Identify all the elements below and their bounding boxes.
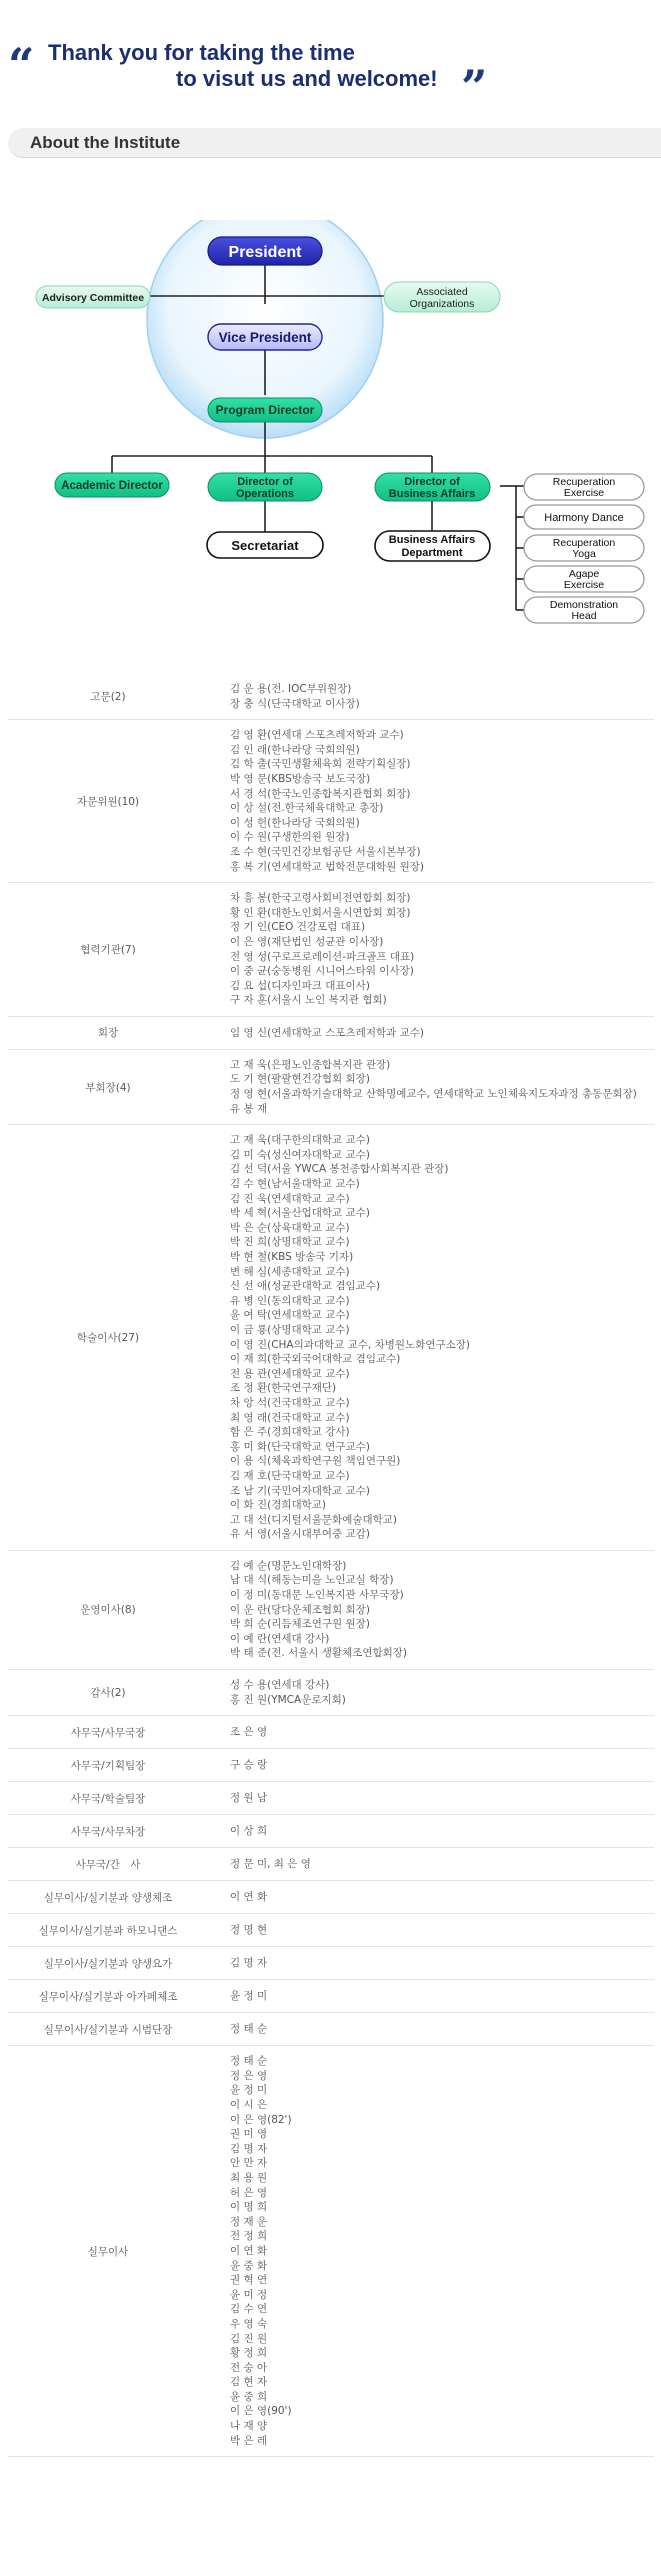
staff-name: 최 용 원: [230, 2171, 268, 2184]
staff-name: 박 은 순(상육대학교 교수): [230, 1221, 350, 1234]
president-label: President: [228, 244, 302, 261]
associated-label-2: Organizations: [409, 298, 475, 310]
staff-name: 정 명 현: [230, 1923, 268, 1936]
staff-name: 이 은 영(90'): [230, 2405, 292, 2418]
staff-name: 홍 진 원(YMCA운로지회): [230, 1693, 346, 1706]
business-director-label-1: Director of: [404, 476, 460, 488]
staff-name: 이 예 란(연세대 강사): [230, 1632, 330, 1645]
staff-name: 황 정 희: [230, 2347, 268, 2360]
staff-name: 이 용 식(체육과학연구원 책임연구원): [230, 1455, 401, 1468]
staff-name: 정 영 현(서울과학기술대학교 산학명예교수, 연세대학교 노인체육지도자과정 총동문회장): [230, 1088, 637, 1101]
staff-role: 실무이사/실기분과 시범단장: [43, 2023, 173, 2036]
staff-name: 윤 정 미: [230, 2084, 268, 2097]
staff-names: [208, 1980, 654, 2013]
staff-row: [8, 2013, 654, 2046]
staff-row: [8, 1749, 654, 1782]
staff-name: 이 시 은: [230, 2099, 268, 2111]
staff-names: [208, 720, 654, 883]
staff-role: 실무이사/실기분과 양생요가: [43, 1957, 173, 1970]
staff-names: [208, 1782, 654, 1815]
section-header: [8, 128, 661, 158]
staff-name: 김 선 덕(서울 YWCA 봉천종합사회복지관 관장): [230, 1163, 449, 1176]
staff-role: 협력기관(7): [80, 944, 136, 956]
staff-name: 전 숭 아: [230, 2361, 268, 2374]
staff-names: [208, 1125, 654, 1551]
staff-name: 구 승 랑: [230, 1758, 268, 1771]
staff-row: [8, 1670, 654, 1716]
staff-name: 김 영 환(연세대 스포츠레저학과 교수): [230, 729, 404, 742]
staff-name: 김 수 연: [230, 2303, 268, 2316]
staff-name: 윤 중 화: [230, 2259, 268, 2272]
operations-director-label-1: Director of: [237, 476, 293, 488]
welcome-line-1: Thank you for taking the time: [48, 40, 355, 65]
staff-name: 최 영 래(건국대학교 교수): [230, 1411, 350, 1424]
staff-name: 이 은 영(재단법인 성균관 이사장): [230, 935, 384, 948]
org-node-academic-director: [55, 473, 169, 497]
org-node-advisory: [36, 286, 150, 308]
welcome-banner: [0, 30, 661, 114]
staff-name: 홍 미 화(단국대학교 연구교수): [230, 1440, 370, 1453]
staff-name: 권 미 영: [230, 2128, 268, 2141]
staff-role: 사무국/간 사: [75, 1858, 141, 1871]
staff-name: 김 수 현(남서울대학교 교수): [230, 1178, 360, 1191]
advisory-label: Advisory Committee: [41, 292, 145, 304]
staff-name: 김 인 래(한나라당 국회의원): [230, 743, 360, 756]
staff-name: 장 충 식(단국대학교 이사장): [230, 697, 360, 710]
staff-name: 정 은 영: [230, 2069, 268, 2082]
staff-name: 박 영 문(KBS방송국 보도국장): [230, 772, 371, 785]
staff-name: 윤 미 정: [230, 2288, 268, 2301]
staff-role: 부회장(4): [85, 1081, 131, 1094]
staff-name: 정 재 운: [230, 2215, 268, 2228]
program-label: Agape: [568, 568, 600, 580]
staff-role: 자문위원(10): [76, 795, 140, 808]
staff-row: [8, 2046, 654, 2457]
staff-name: 구 자 훈(서울시 노인 복지관 협회): [230, 994, 387, 1007]
vice-president-label: Vice President: [218, 330, 312, 345]
staff-name: 이 은 영(82'): [230, 2113, 292, 2126]
staff-name: 유 서 영(서울시대부여중 교감): [230, 1528, 370, 1541]
staff-name: 박 희 순(리듬체조연구원 원장): [230, 1618, 370, 1631]
staff-name: 정 원 남: [230, 1791, 268, 1804]
staff-names: [208, 1016, 654, 1049]
close-quote-icon: ”: [461, 60, 488, 114]
staff-name: 윤 중 희: [230, 2390, 268, 2403]
operations-director-label-2: Operations: [235, 488, 295, 500]
staff-names: [208, 1914, 654, 1947]
staff-name: 남 대 식(해동는미을 노인교실 학장): [230, 1574, 394, 1587]
staff-name: 권 혁 연: [230, 2274, 268, 2287]
business-department-label-2: Department: [401, 547, 463, 559]
staff-name: 이 명 희: [230, 2201, 268, 2214]
program-label: Harmony Dance: [544, 512, 624, 524]
academic-director-label: Academic Director: [61, 480, 163, 492]
staff-name: 차 흥 봉(한국고령사회비전연합회 회장): [230, 892, 411, 905]
org-node-business-department: [375, 531, 490, 561]
staff-name: 김 미 숙(성신여자대학교 교수): [230, 1148, 370, 1161]
org-node-president: [208, 237, 322, 265]
staff-name: 김 요 섭(디자인파크 대표이사): [230, 979, 370, 992]
staff-name: 김 재 호(단국대학교 교수): [230, 1469, 350, 1482]
staff-name: 고 대 선(디지털서울문화예술대학교): [230, 1513, 398, 1526]
staff-name: 윤 정 미: [230, 1989, 268, 2002]
staff-row: [8, 1550, 654, 1669]
staff-role: 운영이사(8): [80, 1604, 136, 1617]
staff-name: 이 금 룡(상명대학교 교수): [230, 1323, 350, 1336]
staff-names: [208, 1947, 654, 1980]
staff-name: 이 중 균(숭동병원 시니어스타워 이사장): [230, 965, 414, 978]
staff-row: [8, 883, 654, 1017]
staff-row: [8, 1881, 654, 1914]
staff-row: [8, 1016, 654, 1049]
staff-name: 고 재 욱(은평노인종합복지관 관장): [230, 1058, 391, 1071]
staff-name: 이 화 진(경희대학교): [230, 1499, 327, 1512]
staff-names: [208, 2013, 654, 2046]
staff-names: [208, 2046, 654, 2457]
staff-names: [208, 1550, 654, 1669]
staff-name: 이 재 희(한국외국어대학교 겸임교수): [230, 1353, 401, 1366]
open-quote-icon: “: [8, 38, 35, 92]
staff-name: 이 영 진(CHA의과대학교 교수, 차병원노화연구소장): [230, 1338, 471, 1351]
staff-name: 유 병 인(동의대학교 교수): [230, 1294, 350, 1307]
staff-row: [8, 1782, 654, 1815]
staff-name: 김 명 자: [230, 2142, 268, 2155]
staff-name: 정 태 순: [230, 2022, 268, 2035]
staff-role: 학술이사(27): [76, 1332, 140, 1345]
staff-name: 김 운 용(전. IOC부위원장): [230, 683, 352, 695]
org-node-vice-president: [208, 324, 322, 350]
staff-names: [208, 1815, 654, 1848]
org-node-operations-director: [208, 473, 322, 501]
staff-name: 김 현 자: [230, 2376, 268, 2389]
program-label: Recuperation: [552, 476, 616, 488]
program-label: Exercise: [563, 579, 605, 591]
staff-name: 나 재 양: [230, 2420, 268, 2433]
staff-name: 박 세 혁(서울산업대학교 교수): [230, 1207, 370, 1220]
staff-name: 이 수 원(구생한의원 원장): [230, 831, 350, 844]
staff-name: 이 연 화: [230, 2244, 268, 2257]
welcome-line-2: to visut us and welcome!: [176, 66, 438, 91]
org-program-recuperation-yoga: [524, 535, 644, 561]
staff-row: [8, 674, 654, 720]
org-node-program-director: [208, 398, 322, 422]
org-program-agape-exercise: [524, 566, 644, 592]
staff-role: 사무국/학술팀장: [70, 1792, 146, 1805]
staff-names: [208, 1670, 654, 1716]
staff-name: 김 학 출(국민생활체육회 전략기획실장): [230, 758, 411, 771]
program-label: Head: [571, 610, 597, 622]
staff-row: [8, 1815, 654, 1848]
org-program-demonstration-head: [524, 597, 644, 623]
staff-names: [208, 1716, 654, 1749]
section-title: About the Institute: [30, 133, 181, 152]
staff-name: 도 기 현(팔팔현건강협회 회장): [230, 1073, 370, 1086]
staff-names: [208, 1848, 654, 1881]
staff-name: 이 정 미(동대문 노인복지관 사무국장): [230, 1589, 404, 1602]
staff-row: [8, 1049, 654, 1124]
staff-name: 신 선 애(성균관대학교 겸임교수): [230, 1280, 381, 1293]
staff-name: 조 은 영: [230, 1725, 268, 1738]
staff-name: 우 영 숙: [230, 2317, 268, 2330]
staff-name: 이 연 화: [230, 1890, 268, 1903]
staff-table: [8, 674, 654, 2457]
staff-name: 조 수 현(국민건강보험공단 서울시본부장): [230, 845, 421, 858]
staff-row: [8, 1716, 654, 1749]
associated-label-1: Associated: [416, 286, 468, 298]
staff-role: 고문(2): [90, 691, 126, 704]
staff-name: 홍 복 기(연세대학교 법학전문대학원 원장): [230, 860, 424, 873]
staff-name: 김 진 욱(연세대학교 교수): [230, 1192, 350, 1205]
staff-name: 함 은 주(경희대학교 강사): [230, 1426, 350, 1439]
staff-name: 서 경 석(한국노인종합복지관협회 회장): [230, 787, 411, 800]
org-program-harmony-dance: [524, 505, 644, 529]
staff-name: 조 정 환(한국연구재단): [230, 1382, 337, 1395]
staff-row: [8, 1980, 654, 2013]
staff-role: 회장: [97, 1027, 119, 1040]
program-label: Recuperation: [552, 537, 616, 549]
staff-table-body: [8, 674, 654, 2457]
org-program-recuperation-exercise: [524, 474, 644, 500]
staff-row: [8, 1914, 654, 1947]
staff-names: [208, 1749, 654, 1782]
org-chart: [0, 220, 661, 640]
staff-name: 이 성 헌(한나라당 국회의원): [230, 816, 360, 829]
staff-name: 이 상 희: [230, 1824, 268, 1837]
staff-name: 김 진 원: [230, 2332, 268, 2345]
staff-role: 실무이사/실기분과 아가페체조: [38, 1990, 178, 2003]
org-node-associated: [384, 282, 500, 312]
secretariat-label: Secretariat: [231, 538, 299, 553]
staff-name: 정 태 순: [230, 2055, 268, 2068]
org-node-secretariat: [207, 532, 323, 558]
staff-name: 박 현 철(KBS 방송국 기자): [230, 1251, 354, 1263]
program-label: Demonstration: [549, 599, 619, 611]
staff-name: 차 앙 석(건국대학교 교수): [230, 1396, 350, 1409]
staff-role: 실무이사/실기분과 하모니댄스: [38, 1924, 178, 1937]
staff-role: 사무국/사무차장: [70, 1825, 146, 1838]
org-node-business-director: [375, 473, 490, 501]
staff-name: 이 상 설(전.한국체육대학교 총장): [230, 802, 384, 815]
staff-names: [208, 674, 654, 720]
program-label: Exercise: [563, 487, 605, 499]
staff-name: 고 재 욱(대구한의대학교 교수): [230, 1134, 370, 1147]
staff-role: 사무국/기획팀장: [70, 1759, 146, 1772]
staff-name: 유 봉 재: [230, 1102, 268, 1115]
staff-name: 성 수 용(연세대 강사): [230, 1679, 330, 1692]
staff-names: [208, 1049, 654, 1124]
staff-name: 김 명 자: [230, 1956, 268, 1969]
staff-name: 전 정 희: [230, 2230, 268, 2243]
staff-name: 박 은 레: [230, 2434, 268, 2447]
staff-name: 정 문 미, 최 은 영: [230, 1857, 311, 1870]
staff-name: 정 기 인(CEO 건강포럼 대표): [230, 921, 366, 934]
staff-row: [8, 720, 654, 883]
staff-row: [8, 1947, 654, 1980]
staff-role: 감사(2): [90, 1687, 126, 1700]
staff-name: 변 해 심(세종대학교 교수): [230, 1265, 350, 1278]
staff-name: 이 운 란(당다운체조협회 회장): [230, 1603, 370, 1616]
staff-row: [8, 1848, 654, 1881]
staff-role: 실무이사/실기분과 양생체조: [43, 1891, 173, 1904]
staff-name: 전 영 성(구로프로레이션-파크골프 대표): [230, 950, 415, 963]
staff-name: 임 영 신(연세대학교 스포츠레저학과 교수): [230, 1026, 424, 1039]
program-label: Yoga: [572, 548, 596, 560]
staff-name: 박 진 희(상명대학교 교수): [230, 1236, 350, 1249]
staff-role: 사무국/사무국장: [70, 1726, 146, 1739]
staff-name: 박 태 준(전. 서울시 생활체조연합회장): [230, 1647, 408, 1660]
staff-name: 허 은 영: [230, 2186, 268, 2199]
staff-name: 전 용 관(연세대학교 교수): [230, 1367, 350, 1380]
staff-name: 안 만 자: [230, 2157, 268, 2170]
staff-role: 실무이사: [87, 2245, 129, 2258]
staff-name: 김 예 순(명문노인대학장): [230, 1559, 347, 1572]
staff-name: 윤 여 탁(연세대학교 교수): [230, 1309, 350, 1322]
staff-names: [208, 883, 654, 1017]
staff-name: 황 인 환(대한노인회서울시연합회 회장): [230, 906, 411, 919]
staff-name: 조 남 기(국민여자대학교 교수): [230, 1484, 370, 1497]
business-department-label-1: Business Affairs: [388, 534, 476, 546]
business-director-label-2: Business Affairs: [388, 488, 476, 500]
staff-names: [208, 1881, 654, 1914]
staff-row: [8, 1125, 654, 1551]
program-director-label: Program Director: [215, 403, 315, 417]
